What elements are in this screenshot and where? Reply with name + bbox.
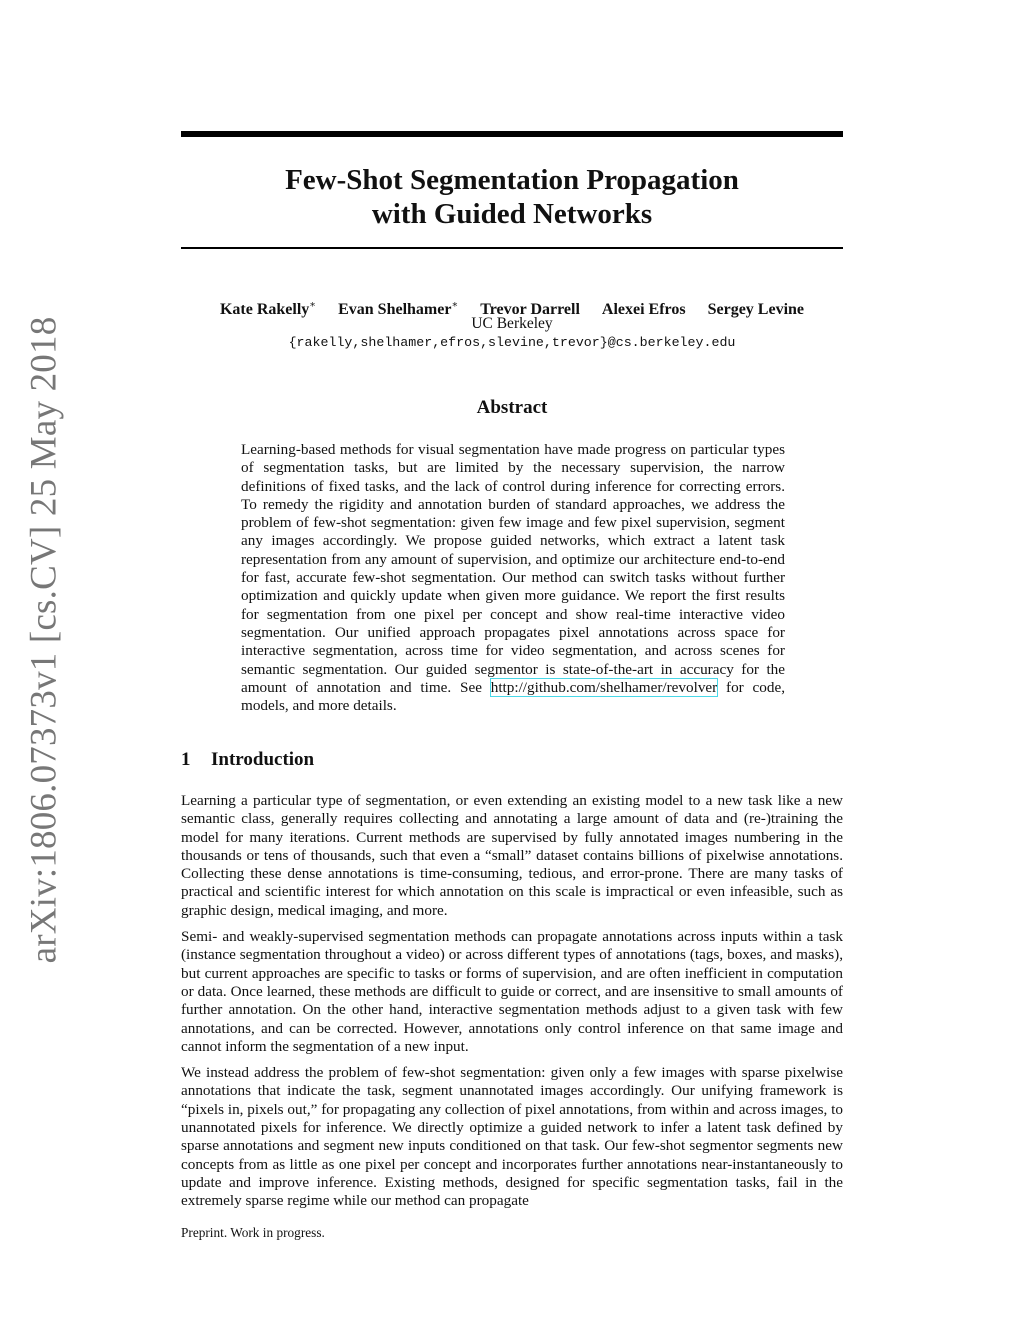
abstract-heading: Abstract <box>476 397 548 418</box>
title-top-rule <box>181 131 843 137</box>
paper-title <box>181 163 843 231</box>
author-name: Evan Shelhamer <box>338 301 452 319</box>
abstract-see-suffix: for code, models, and more details. <box>241 678 785 715</box>
author-name: Trevor Darrell <box>480 301 580 319</box>
section-body <box>181 792 843 1219</box>
abstract-body <box>241 441 785 715</box>
paragraph: We instead address the problem of few-shot segmentation: given only a few images with sparse pixelwise annotations that indicate the task, segment unannotated images accordingly. Our unifying framework is “pixels in, pixels out,” for propagating any collection of pixel annotations, from within and across images, to unannotated pixels for inference. We directly optimize a guided network to infer a latent task defined by sparse annotations and segment new inputs conditioned on that task. Our few-shot segmentor segments new concepts from as little as one pixel per concept and incorporates further annotations near-instantaneously to update and improve inference. Existing methods, designed for specific segmentation tasks, fail in the extremely sparse regime while our method can propagate <box>181 1064 843 1210</box>
title-line-1: Few-Shot Segmentation Propagation <box>285 164 739 196</box>
author-name: Sergey Levine <box>707 301 805 319</box>
paragraph: Learning a particular type of segmentation, or even extending an existing model to a new task like a new semantic class, generally requires collecting and annotating a large amount of data and (re-)training the model for many iterations. Current methods are supervised by fully annotated images numbering in the thousands or tens of thousands, such that even a “small” dataset contains billions of pixelwise annotations. Collecting these dense annotations is time-consuming, tedious, and error-prone. There are many tasks of practical and scientific interest for which annotation on this scale is impractical or even infeasible, such as graphic design, medical imaging, and more. <box>181 792 843 919</box>
title-line-2: with Guided Networks <box>371 198 653 230</box>
title-bottom-rule <box>181 247 843 249</box>
section-number: 1 <box>181 749 191 770</box>
section-heading <box>181 749 314 771</box>
affiliation: UC Berkeley <box>471 315 553 332</box>
paragraph: Semi- and weakly-supervised segmentation methods can propagate annotations across inputs within a task (instance segmentation throughout a video) or across different types of annotations (tags, boxes, and masks), but current approaches are specific to tasks or forms of supervision, and are often inefficient in computation or data. Once learned, these methods are difficult to guide or correct, and are insensitive to small amounts of further annotation. On the other hand, interactive segmentation methods adjust to a given task with few annotations, and can be corrected. However, annotations only control inference on that same image and cannot inform the segmentation of a new input. <box>181 928 843 1055</box>
author-name: Kate Rakelly <box>219 301 310 319</box>
code-link[interactable]: http://github.com/shelhamer/revolver <box>490 678 718 696</box>
section-title: Introduction <box>211 749 315 770</box>
footer-note: Preprint. Work in progress. <box>181 1225 325 1240</box>
author-mark: ∗ <box>451 300 459 311</box>
author-mark: ∗ <box>309 300 317 311</box>
arxiv-stamp: arXiv:1806.07373v1 [cs.CV] 25 May 2018 <box>23 316 65 964</box>
abstract-text: Learning-based methods for visual segmentation have made progress on particular types of segmentation tasks, but are limited by the necessary supervision, the narrow definitions of fixed tasks, and the lack of control during inference for correcting errors. To remedy the rigidity and annotation burden of standard approaches, we address the problem of few-shot segmentation: given few image and few pixel supervision, segment any images accordingly. We propose guided networks, which extract a latent task representation from any amount of supervision, and optimize our architecture end-to-end for fast, accurate few-shot segmentation. Our method can switch tasks without further optimization and quickly update when given more guidance. We report the first results for segmentation from one pixel per concept and show real-time interactive video segmentation. Our unified approach propagates pixel annotations across space for interactive segmentation, across time for video segmentation, and across scenes for semantic segmentation. Our guided segmentor is state-of-the-art in accuracy for the amount of annotation and time. <box>241 441 785 696</box>
author-emails: {rakelly,shelhamer,efros,slevine,trevor}@cs.berkeley.edu <box>288 335 736 350</box>
abstract-see-prefix: See <box>460 678 482 696</box>
author-name: Alexei Efros <box>601 301 686 319</box>
